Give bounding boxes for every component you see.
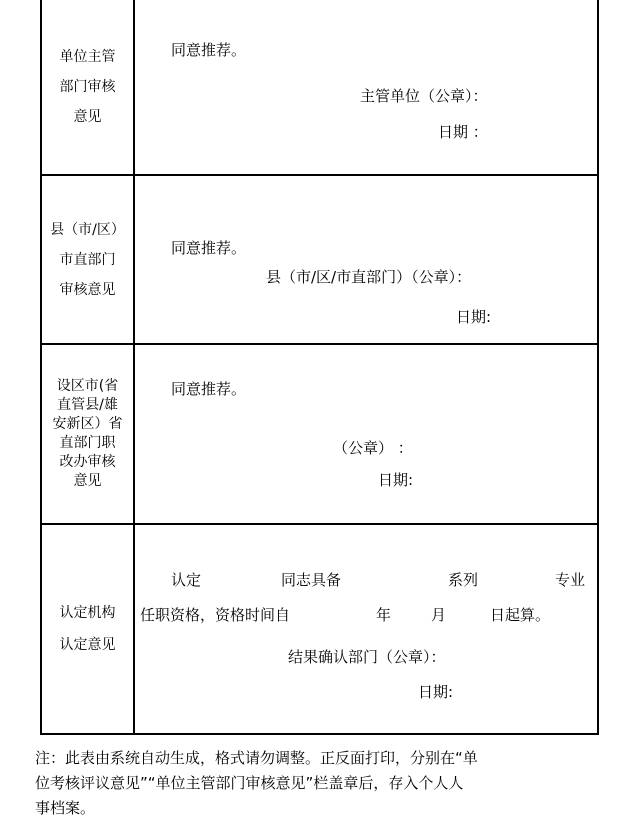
row-body-county-dept xyxy=(135,176,597,343)
opinion-text: 同意推荐。 xyxy=(171,41,247,59)
header-line: 改办审核 xyxy=(59,454,116,470)
header-line: 意见 xyxy=(73,109,102,125)
date-label: 日期: xyxy=(418,683,454,701)
opinion-text: 同意推荐。 xyxy=(171,239,247,257)
row-header-unit-supervisor xyxy=(42,0,135,174)
date-label: 日期 ： xyxy=(438,123,488,141)
row-body-unit-supervisor xyxy=(135,0,597,174)
row-header-county-dept xyxy=(42,176,135,343)
day-start-word: 日起算。 xyxy=(490,606,551,624)
header-line: 直部门职 xyxy=(59,435,116,451)
header-line: 部门审核 xyxy=(59,79,116,95)
header-line: 直管县/雄 xyxy=(57,397,118,413)
table-row-unit-supervisor-review xyxy=(42,0,597,176)
seal-label: （公章） ： xyxy=(333,439,413,457)
approval-table xyxy=(40,0,599,735)
date-label: 日期: xyxy=(378,471,414,489)
footer-note-line: 注：此表由系统自动生成，格式请勿调整。正反面打印，分别在“单 xyxy=(35,749,478,767)
date-label: 日期: xyxy=(456,308,492,326)
table-row-confirming-authority-opinion xyxy=(42,525,597,735)
opinion-text: 同意推荐。 xyxy=(171,380,247,398)
month-word: 月 xyxy=(431,606,447,624)
table-row-city-province-office-review xyxy=(42,345,597,525)
series-word: 系列 xyxy=(448,571,479,589)
header-line: 审核意见 xyxy=(59,281,116,298)
seal-label: 县（市/区/市直部门）（公章）： xyxy=(266,268,472,286)
footer-note xyxy=(35,746,478,821)
table-row-county-dept-review xyxy=(42,176,597,345)
footer-note-line: 位考核评议意见”“单位主管部门审核意见”栏盖章后，存入个人人 xyxy=(35,774,464,792)
row-header-confirming-authority xyxy=(42,525,135,733)
qualification-text: 任职资格，资格时间自 xyxy=(140,606,291,624)
seal-label: 结果确认部门（公章）： xyxy=(288,648,446,666)
row-body-city-province-office xyxy=(135,345,597,523)
row-header-city-province-office xyxy=(42,345,135,523)
header-line: 安新区）省 xyxy=(52,416,123,432)
confirm-word: 认定 xyxy=(171,571,202,589)
header-line: 认定意见 xyxy=(59,637,116,653)
comrade-has-word: 同志具备 xyxy=(281,571,342,589)
seal-label: 主管单位（公章）： xyxy=(360,87,488,105)
header-line: 市直部门 xyxy=(59,251,116,268)
row-body-confirming-authority xyxy=(135,525,597,733)
header-line: 设区市(省 xyxy=(56,378,119,394)
footer-note-line: 事档案。 xyxy=(35,799,96,817)
header-line: 县（市/区） xyxy=(50,221,125,238)
header-line: 单位主管 xyxy=(59,49,116,65)
header-line: 意见 xyxy=(73,473,102,489)
year-word: 年 xyxy=(376,606,392,624)
header-line: 认定机构 xyxy=(59,605,116,621)
major-word: 专业 xyxy=(555,571,586,589)
